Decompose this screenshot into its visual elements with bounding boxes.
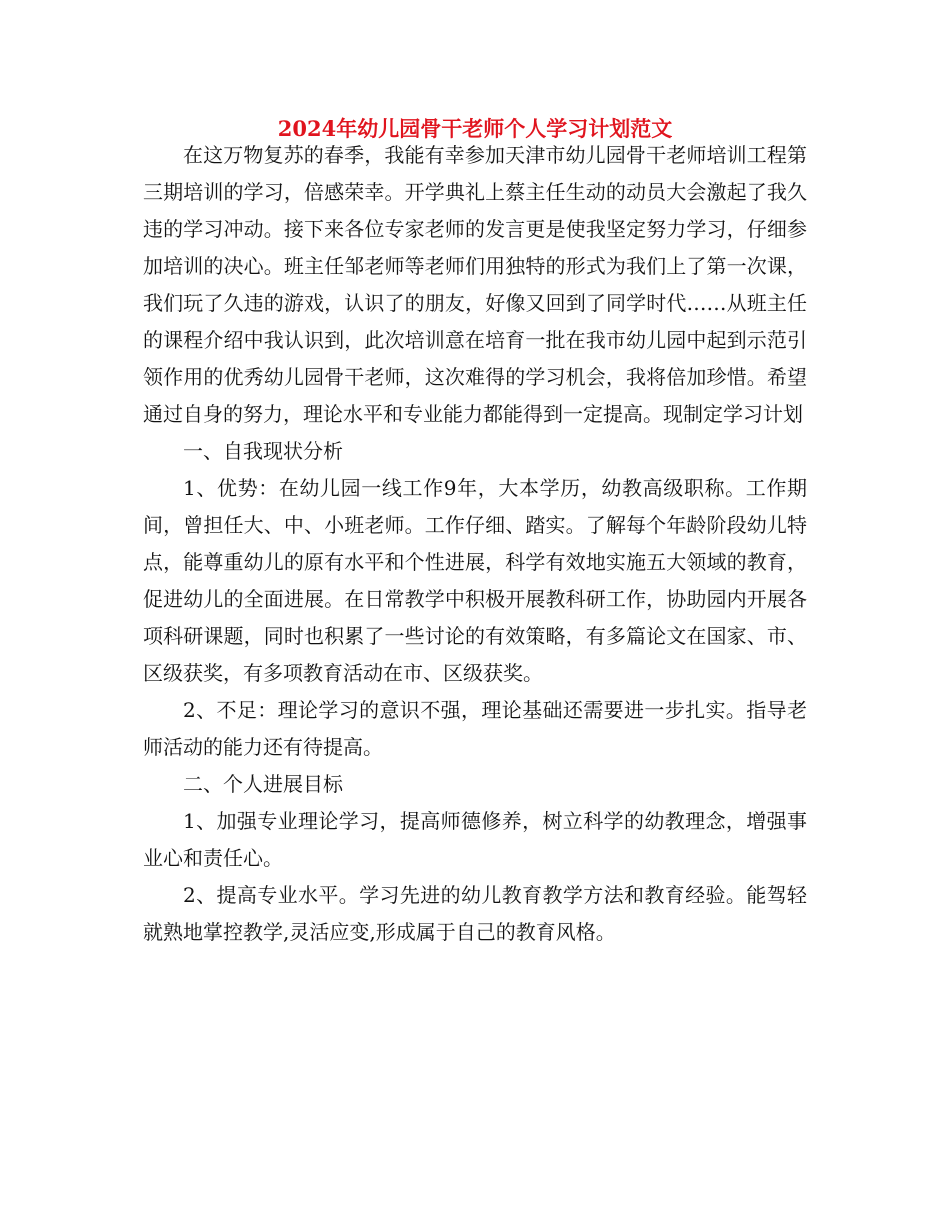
weaknesses-paragraph: 2、不足：理论学习的意识不强，理论基础还需要进一步扎实。指导老师活动的能力还有待提高。 xyxy=(143,698,807,759)
document-title: 2024年幼儿园骨干老师个人学习计划范文 xyxy=(277,116,673,141)
section-heading-goals: 二、个人进展目标 xyxy=(183,772,343,796)
strengths-paragraph: 1、优势：在幼儿园一线工作9年，大本学历，幼教高级职称。工作期间，曾担任大、中、小班老师。工作仔细、踏实。了解每个年龄阶段幼儿特点，能尊重幼儿的原有水平和个性进展，科学有效地实施五大领域的教育，促进幼儿的全面进展。在日常教学中积极开展教科研工作，协助园内开展各项科研课题，同时也积累了一些讨论的有效策略，有多篇论文在国家、市、区级获奖，有多项教育活动在市、区级获奖。 xyxy=(143,476,807,685)
section-heading-self-analysis: 一、自我现状分析 xyxy=(183,439,343,463)
goal-item-1: 1、加强专业理论学习，提高师德修养，树立科学的幼教理念，增强事业心和责任心。 xyxy=(143,809,807,870)
intro-paragraph: 在这万物复苏的春季，我能有幸参加天津市幼儿园骨干老师培训工程第三期培训的学习，倍感荣幸。开学典礼上蔡主任生动的动员大会激起了我久违的学习冲动。接下来各位专家老师的发言更是使我坚定努力学习，仔细参加培训的决心。班主任邹老师等老师们用独特的形式为我们上了第一次课，我们玩了久违的游戏，认识了的朋友，好像又回到了同学时代……从班主任的课程介绍中我认识到，此次培训意在培育一批在我市幼儿园中起到示范引领作用的优秀幼儿园骨干老师，这次难得的学习机会，我将倍加珍惜。希望通过自身的努力，理论水平和专业能力都能得到一定提高。现制定学习计划 xyxy=(143,143,807,426)
goal-item-2: 2、提高专业水平。学习先进的幼儿教育教学方法和教育经验。能驾轻就熟地掌控教学,灵活应变,形成属于自己的教育风格。 xyxy=(143,883,807,944)
document-body xyxy=(143,137,807,951)
